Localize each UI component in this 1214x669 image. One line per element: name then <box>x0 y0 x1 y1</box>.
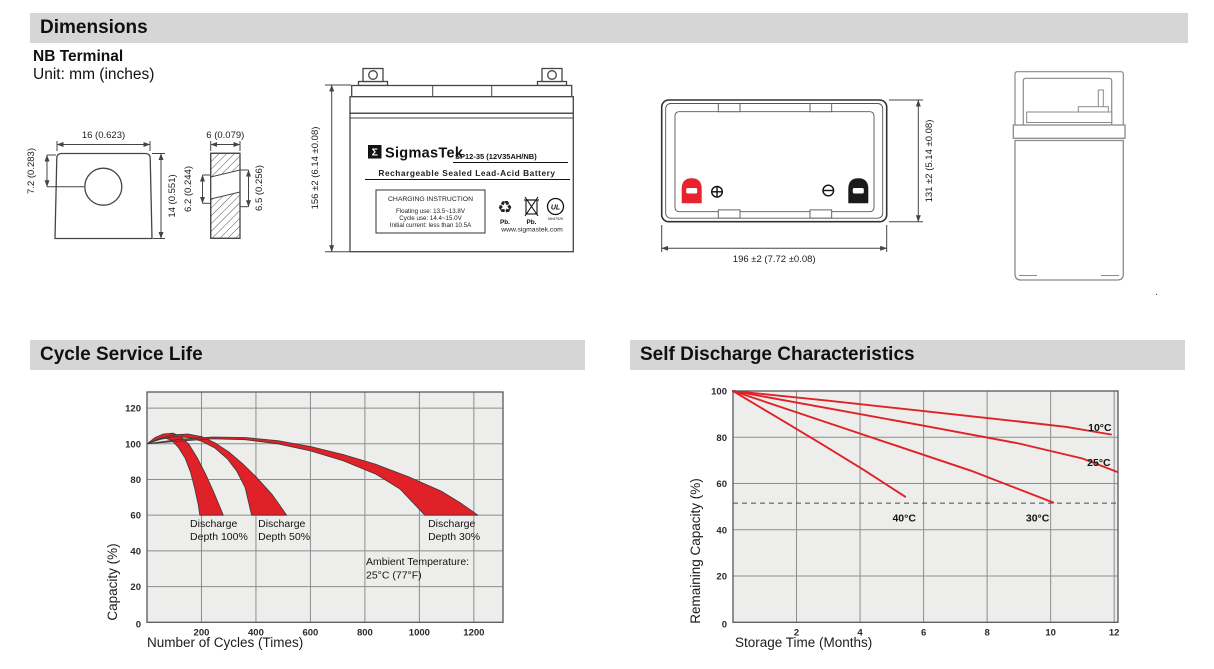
sigma-glyph: Σ <box>371 146 378 159</box>
y-tick-label: 40 <box>130 546 141 558</box>
x-tick-label: 400 <box>248 627 264 639</box>
footnote-dot: . <box>1155 286 1159 298</box>
plot-area <box>711 387 1119 639</box>
dim-top-height: 131 ±2 (5.14 ±0.08) <box>924 119 935 203</box>
svg-text:♻: ♻ <box>497 198 513 217</box>
y-tick-label: 0 <box>135 619 141 631</box>
lid-notch <box>810 104 832 112</box>
website-url: www.sigmastek.com <box>501 226 563 234</box>
battery-top-drawing <box>655 85 955 270</box>
y-axis-label: Capacity (%) <box>105 543 120 621</box>
y-tick-label: 40 <box>716 525 727 537</box>
brand-name: SigmasTek <box>385 145 464 162</box>
series-label-25°C: 25°C <box>1087 457 1111 470</box>
chart-annotation: Depth 100% <box>190 531 248 544</box>
side-view-lid <box>1013 125 1125 138</box>
plus-symbol <box>712 187 723 198</box>
dim-terminal-width: 16 (0.623) <box>81 130 126 141</box>
section-header-dimensions <box>30 13 1188 43</box>
side-view-terminal <box>1027 90 1112 123</box>
y-tick-label: 60 <box>716 479 727 491</box>
chart-annotation: 25°C (77°F) <box>365 569 422 582</box>
section-title: Cycle Service Life <box>40 344 203 365</box>
dim-terminal-height: 14 (0.551) <box>167 174 178 218</box>
battery-front-drawing <box>305 60 605 270</box>
lid-notch <box>718 210 740 218</box>
front-terminal-left <box>359 69 388 86</box>
x-tick-label: 2 <box>793 627 800 639</box>
x-tick-label: 1000 <box>408 627 430 639</box>
dim-terminal-side-right: 6.5 (0.256) <box>254 165 265 211</box>
svg-text:Pb.: Pb. <box>500 219 510 226</box>
terminal-type-label: NB Terminal <box>33 48 124 65</box>
lid-notch <box>810 210 832 218</box>
y-tick-label: 20 <box>716 571 727 583</box>
cycle-service-life-chart <box>100 383 520 669</box>
series-label-10°C: 10°C <box>1088 421 1112 434</box>
charging-line-3: Initial current: less than 10.5A <box>389 222 472 229</box>
dim-terminal-upper-height: 7.2 (0.283) <box>26 148 37 194</box>
y-tick-label: 60 <box>130 510 141 522</box>
svg-text:UL: UL <box>550 204 561 212</box>
battery-side-drawing <box>1000 60 1160 300</box>
battery-type-line: Rechargeable Sealed Lead-Acid Battery <box>378 168 556 178</box>
dim-top-width: 196 ±2 (7.72 ±0.08) <box>732 254 816 265</box>
dim-terminal-side-width: 6 (0.079) <box>206 130 245 141</box>
battery-lid-top <box>352 86 572 97</box>
y-tick-label: 0 <box>721 619 727 631</box>
y-tick-label: 100 <box>125 439 141 451</box>
terminal-hole <box>85 168 122 205</box>
chart-annotation: Discharge <box>190 517 238 530</box>
terminal-front-drawing <box>25 125 190 250</box>
y-tick-label: 80 <box>716 432 727 444</box>
series-label-30°C: 30°C <box>1025 512 1050 525</box>
y-axis-label: Remaining Capacity (%) <box>688 478 703 624</box>
x-tick-label: 12 <box>1108 627 1120 639</box>
ul-file-number: MH47929 <box>548 217 563 221</box>
x-tick-label: 10 <box>1045 627 1056 639</box>
x-tick-label: 6 <box>920 627 927 639</box>
y-tick-label: 80 <box>130 474 141 486</box>
negative-terminal-black <box>848 178 868 203</box>
top-view-outer <box>662 100 887 222</box>
unit-label: Unit: mm (inches) <box>33 66 155 83</box>
series-label-40°C: 40°C <box>892 512 916 525</box>
x-tick-label: 200 <box>193 627 210 639</box>
chart-annotation: Discharge <box>428 517 476 530</box>
section-title: Self Discharge Characteristics <box>640 344 915 365</box>
charging-title: CHARGING INSTRUCTION <box>388 196 473 203</box>
model-number: SP12-35 (12V35AH/NB) <box>455 152 537 161</box>
dim-terminal-side-left: 6.2 (0.244) <box>183 166 194 212</box>
hatch-bottom <box>211 192 240 238</box>
battery-lid-band <box>350 97 573 114</box>
y-tick-label: 20 <box>130 582 141 594</box>
x-axis-label: Storage Time (Months) <box>735 635 873 650</box>
x-tick-label: 1200 <box>463 627 485 639</box>
side-view-body <box>1015 141 1123 281</box>
positive-terminal-red <box>682 178 702 203</box>
x-tick-label: 8 <box>984 627 990 639</box>
chart-annotation: Ambient Temperature: <box>365 556 470 569</box>
lid-notch <box>718 104 740 112</box>
front-terminal-right <box>538 69 567 86</box>
x-tick-label: 600 <box>302 627 319 639</box>
x-axis-label: Number of Cycles (Times) <box>147 635 304 650</box>
chart-annotation: Depth 50% <box>258 531 311 544</box>
plot-area <box>125 392 503 638</box>
y-tick-label: 120 <box>125 403 141 415</box>
self-discharge-chart <box>690 383 1140 669</box>
charging-line-1: Floating use: 13.5~13.8V <box>396 208 465 215</box>
section-header-cycle-life <box>30 340 585 370</box>
x-tick-label: 800 <box>356 627 373 639</box>
dim-battery-height: 156 ±2 (6.14 ±0.08) <box>310 126 321 210</box>
chart-annotation: Depth 30% <box>428 531 481 544</box>
section-header-self-discharge <box>630 340 1185 370</box>
section-title: Dimensions <box>40 17 148 38</box>
terminal-side-drawing <box>185 125 280 250</box>
chart-annotation: Discharge <box>258 517 306 530</box>
svg-text:Pb.: Pb. <box>526 219 537 226</box>
x-tick-label: 4 <box>857 627 863 639</box>
charging-line-2: Cycle use: 14.4~15.0V <box>399 215 462 222</box>
y-tick-label: 100 <box>711 386 727 398</box>
